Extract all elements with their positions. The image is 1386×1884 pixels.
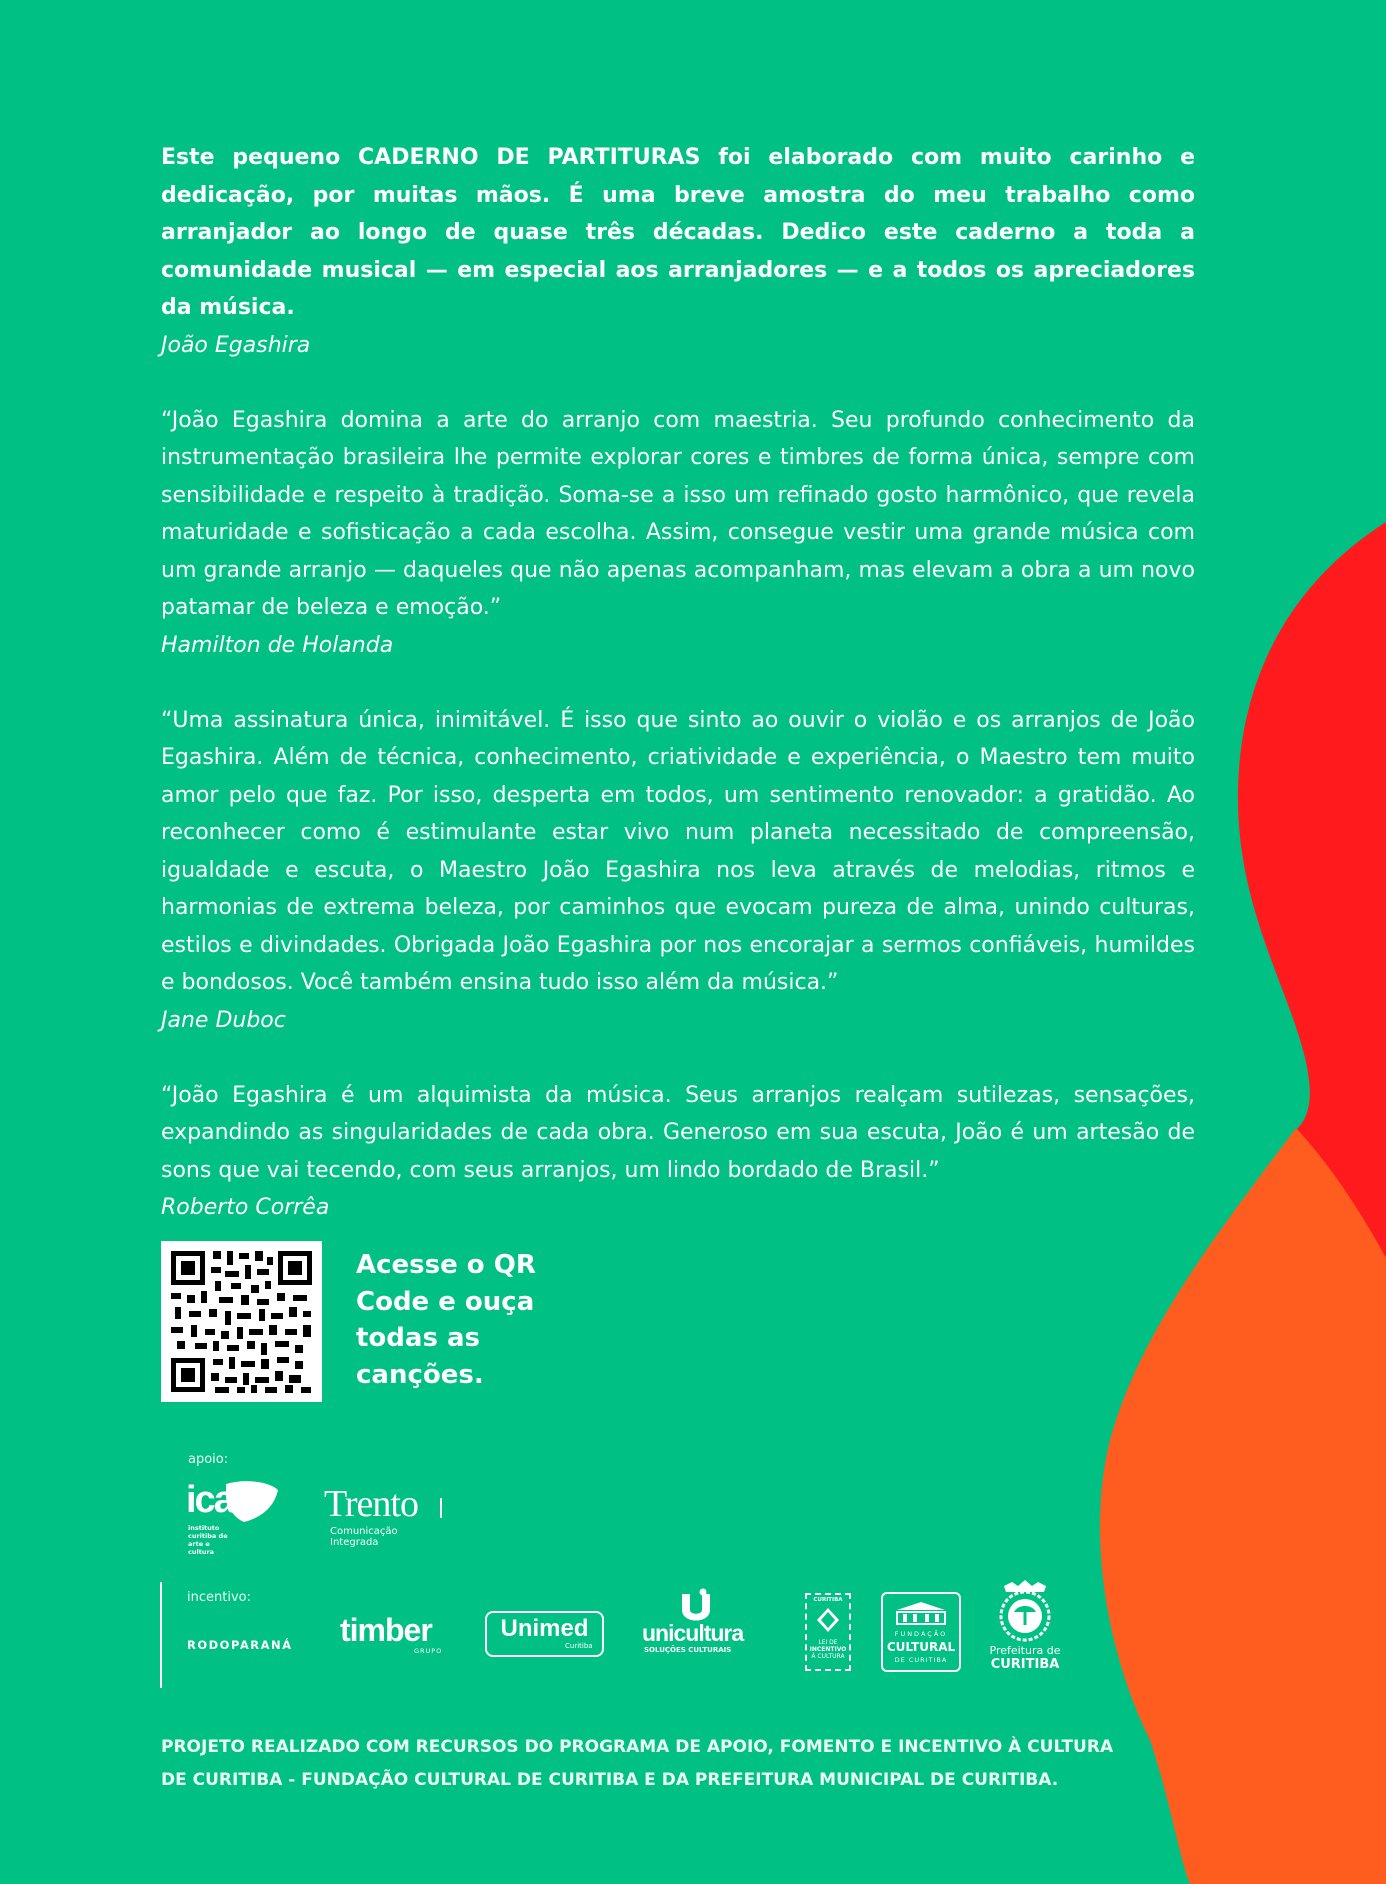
lei-line-3: À CULTURA [811, 1653, 845, 1660]
quote-author: Hamilton de Holanda [161, 632, 394, 658]
pinecone-icon [813, 1606, 843, 1634]
timber-subtitle: GRUPO [414, 1647, 443, 1655]
qr-caption: Acesse o QR Code e ouça todas as canções. [356, 1250, 536, 1390]
quote-author: Jane Duboc [161, 1007, 286, 1033]
trento-subtitle-2: Integrada [330, 1537, 379, 1548]
unimed-logo [485, 1611, 604, 1657]
prefeitura-line-2: CURITIBA [990, 1657, 1060, 1672]
qr-code[interactable] [161, 1241, 322, 1402]
rodoparana-logo: RODOPARANÁ [187, 1638, 293, 1652]
qr-code-icon [161, 1241, 322, 1402]
unicultura-logo [642, 1588, 752, 1658]
unicultura-mark: unicultura [642, 1620, 744, 1646]
icac-logo [186, 1478, 286, 1558]
unimed-subtitle: Curitiba [565, 1642, 593, 1650]
qr-section [161, 1241, 556, 1402]
apoio-label: apoio: [188, 1452, 229, 1467]
fundacao-cultural-logo [881, 1592, 961, 1672]
quote-text: “João Egashira domina a arte do arranjo com maestria. Seu profundo conhecimento da instrumentação brasileira lhe permite explorar cores e timbres de forma única, sempre com sensibilidade e respeito à tradição. Soma-se a isso um refinado gosto harmônico, que revela maturidade e sofisticação a cada escolha. Assim, consegue vestir uma grande música com um grande arranjo — daqueles que não apenas acompanham, mas elevam a obra a um novo patamar de beleza e emoção.” [161, 407, 1195, 620]
main-text [161, 139, 1195, 1264]
incentivo-divider [160, 1582, 162, 1688]
intro-author: João Egashira [161, 332, 311, 358]
icac-subtitle: instituto curitiba de arte e cultura [188, 1524, 228, 1556]
lei-top-text: CURITIBA [813, 1597, 843, 1603]
prefeitura-curitiba-logo [985, 1578, 1065, 1674]
unimed-mark: Unimed [500, 1615, 589, 1642]
quote-author: Roberto Corrêa [161, 1195, 330, 1220]
lei-line-1: LEI DE [818, 1639, 838, 1646]
unicultura-subtitle: SOLUÇÕES CULTURAIS [644, 1646, 732, 1654]
timber-mark: timber [340, 1612, 432, 1648]
icac-mark: icac [186, 1479, 252, 1521]
intro-text: Este pequeno CADERNO DE PARTITURAS foi elaborado com muito carinho e dedicação, por muitas mãos. É uma breve amostra do meu trabalho como arranjador ao longo de quase três décadas. Dedico este caderno a toda a comunidade musical — em especial aos arranjadores — e a todos os apreciadores da música. [161, 145, 1195, 320]
quote-text: “Uma assinatura única, inimitável. É isso que sinto ao ouvir o violão e os arranjos de João Egashira. Além de técnica, conhecimento, criatividade e experiência, o Maestro tem muito amor pelo que faz. Por isso, desperta em todos, um sentimento renovador: a gratidão. Ao reconhecer como é estimulante estar vivo num planeta necessitado de compreensão, igualdade e escuta, o Maestro João Egashira nos leva através de melodias, ritmos e harmonias de extrema beleza, por caminhos que evocam pureza de alma, unindo culturas, estilos e divindades. Obrigada João Egashira por nos encorajar a sermos confiáveis, humildes e bondosos. Você também ensina tudo isso além da música.” [161, 707, 1195, 995]
fundacao-mid-text: CULTURAL [886, 1640, 956, 1654]
footer-credits: PROJETO REALIZADO COM RECURSOS DO PROGRAMA DE APOIO, FOMENTO E INCENTIVO À CULTURA DE CURITIBA - FUNDAÇÃO CULTURAL DE CURITIBA E DA PREFEITURA MUNICIPAL DE CURITIBA. [161, 1737, 1114, 1790]
trento-bar [440, 1498, 442, 1518]
building-icon [893, 1600, 949, 1626]
quote-text: “João Egashira é um alquimista da música. Seus arranjos realçam sutilezas, sensações, expandindo as singularidades de cada obra. Generoso em sua escuta, João é um artesão de sons que vai tecendo, com seus arranjos, um lindo bordado de Brasil.” [161, 1082, 1195, 1183]
lei-line-2: INCENTIVO [809, 1646, 847, 1653]
curitiba-crest-icon [992, 1578, 1058, 1642]
fundacao-bottom-text: DE CURITIBA [894, 1656, 948, 1664]
incentivo-label: incentivo: [187, 1590, 251, 1605]
timber-logo [340, 1612, 450, 1656]
lei-incentivo-logo [805, 1593, 851, 1671]
prefeitura-line-1: Prefeitura de [989, 1644, 1061, 1657]
trento-logo [324, 1484, 454, 1550]
fundacao-top-text: FUNDAÇÃO [894, 1630, 948, 1638]
trento-subtitle-1: Comunicação [330, 1526, 398, 1537]
trento-mark: Trento [324, 1483, 418, 1525]
